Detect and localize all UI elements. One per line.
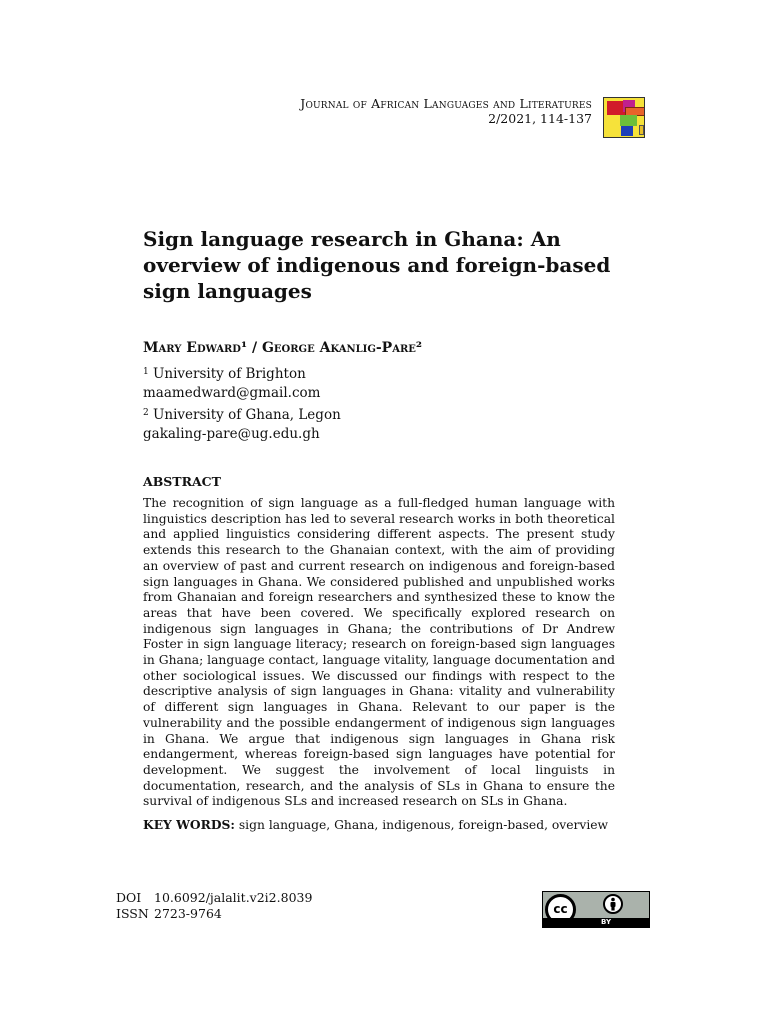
article-title: Sign language research in Ghana: An overview of indigenous and foreign-based sign languages — [143, 227, 611, 303]
cc-by-license-badge[interactable] — [542, 891, 650, 928]
affiliation-institution: University of Ghana, Legon — [153, 407, 341, 423]
affiliation-marker: 1 — [143, 367, 149, 377]
keywords-label: KEY WORDS: — [143, 817, 235, 832]
abstract-body: The recognition of sign language as a full-fledged human language with linguistics description has led to several research works in both theoretical and applied linguistics considering different aspects. The present study extends this research to the Ghanaian context, with the aim of providing an overview of past and current research on indigenous and foreign-based sign languages in Ghana. We considered published and unpublished works from Ghanaian and foreign researchers and synthesized these to know the areas that have been covered. We specifically explored research on indigenous sign languages in Ghana; the contributions of Dr Andrew Foster in sign language literacy; research on foreign-based sign languages in Ghana; language contact, language vitality, language documentation and other sociological issues. We discussed our findings with respect to the descriptive analysis of sign languages in Ghana: vitality and vulnerability of different sign languages in Ghana. Relevant to our paper is the vulnerability and the possible endangerment of indigenous sign languages in Ghana. We argue that indigenous sign languages in Ghana risk endangerment, whereas foreign-based sign languages have potential for development. We suggest the involvement of local linguists in documentation, research, and the analysis of SLs in Ghana to ensure the survival of indigenous SLs and increased research on SLs in Ghana. — [143, 496, 615, 809]
affiliation-marker: 2 — [143, 408, 149, 418]
license-strip — [543, 918, 649, 927]
affiliation-email[interactable]: gakaling-pare@ug.edu.gh — [143, 426, 320, 442]
author-line: Mary Edward¹ / George Akanlig-Pare² — [143, 340, 423, 356]
journal-header — [300, 96, 592, 126]
issn-value: 2723-9764 — [154, 906, 222, 921]
cc-icon: cc — [545, 894, 576, 925]
keywords — [143, 817, 615, 834]
affiliation-email[interactable]: maamedward@gmail.com — [143, 385, 321, 401]
doi-value[interactable]: 10.6092/jalalit.v2i2.8039 — [154, 890, 313, 905]
journal-logo — [603, 97, 645, 138]
issn-label: ISSN — [116, 906, 149, 921]
journal-name: Journal of African Languages and Literatures — [300, 96, 592, 111]
affiliation-institution: University of Brighton — [153, 366, 306, 382]
keywords-list: sign language, Ghana, indigenous, foreign-based, overview — [238, 818, 609, 832]
journal-issue: 2/2021, 114-137 — [488, 111, 592, 126]
doi-label: DOI — [116, 890, 142, 905]
affiliation-2 — [143, 404, 341, 444]
abstract-heading: ABSTRACT — [143, 474, 221, 489]
affiliation-1 — [143, 363, 320, 403]
doi-block — [116, 890, 312, 922]
license-by-label: BY — [601, 918, 612, 926]
attribution-person-icon — [603, 894, 623, 914]
